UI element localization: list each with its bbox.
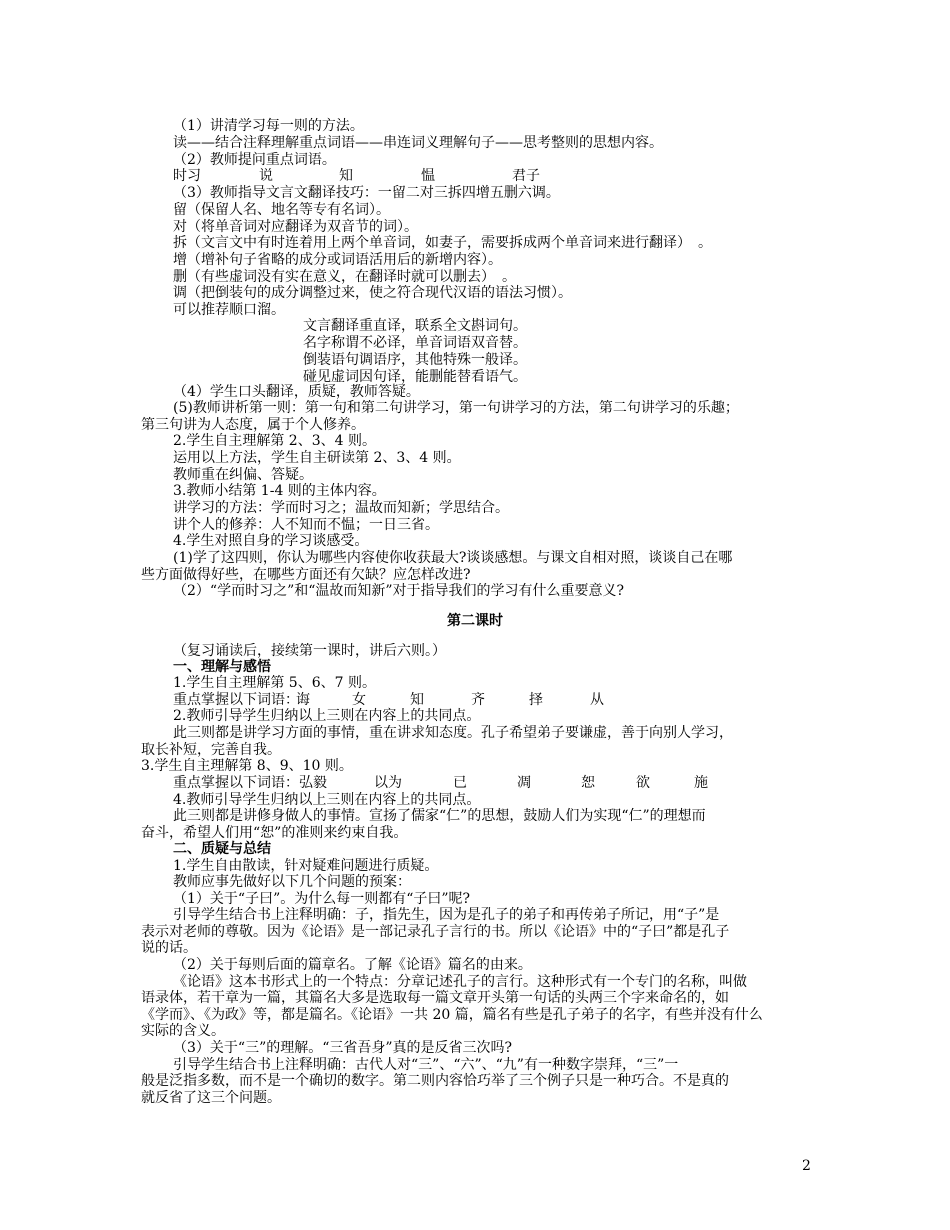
body-line: 4.教师引导学生归纳以上三则在内容上的共同点。	[173, 792, 481, 808]
body-line: 《学而》、《为政》等，都是篇名。《论语》一共 20 篇，篇名有些是孔子弟子的名字，有些并没有什么	[141, 1007, 763, 1023]
keywords-3-word: 弘毅	[299, 775, 327, 791]
mid-line: 3.教师小结第 1-4 则的主体内容。	[173, 483, 386, 499]
body-line: 语录体，若干章为一篇，其篇名大多是选取每一篇文章开头第一句话的头两三个字来命名的，如	[141, 990, 729, 1006]
keywords-2-word: 择	[529, 692, 543, 708]
body-line: （1）关于“子曰”。为什么每一则都有“子曰”呢?	[173, 891, 471, 907]
mid-line: 讲学习的方法：学而时习之；温故而知新；学思结合。	[173, 500, 509, 516]
line-l12: 可以推荐顺口溜。	[173, 302, 285, 318]
body-line: 《论语》这本书形式上的一个特点：分章记述孔子的言行。这种形式有一个专门的名称，叫做	[173, 974, 747, 990]
rhyme-line: 名字称谓不必译，单音词语双音替。	[303, 335, 527, 351]
keywords-1-word: 时习	[173, 168, 201, 184]
mid-line: (1)学了这四则，你认为哪些内容使你收获最大?谈谈感想。与课文自相对照，谈谈自己在哪	[173, 550, 733, 566]
rhyme-line: 碰见虚词因句译，能删能替看语气。	[303, 369, 527, 385]
line-l1: （1）讲清学习每一则的方法。	[173, 118, 364, 134]
mid-line: 运用以上方法，学生自主研读第 2、3、4 则。	[173, 450, 461, 466]
body-line: （2）关于每则后面的篇章名。了解《论语》篇名的由来。	[173, 957, 532, 973]
body-line: 奋斗，希望人们用“恕”的准则来约束自我。	[141, 825, 408, 841]
keywords-2-word: 诲	[296, 692, 310, 708]
mid-line: 教师重在纠偏、答疑。	[173, 467, 313, 483]
body-line: 就反省了这三个问题。	[141, 1090, 281, 1106]
line-l10: 删（有些虚词没有实在意义，在翻译时就可以删去） 。	[173, 269, 516, 285]
rhyme-line: 倒装语句调语序，其他特殊一般译。	[303, 352, 527, 368]
keywords-3-word: 欲	[636, 775, 650, 791]
keywords-3-word: 凋	[517, 775, 531, 791]
body-line: 引导学生结合书上注释明确：子，指先生，因为是孔子的弟子和再传弟子所记，用“子”是	[173, 907, 720, 923]
body-line: 教师应事先做好以下几个问题的预案：	[173, 874, 411, 890]
body-line: 此三则都是讲学习方面的事情，重在讲求知态度。孔子希望弟子要谦虚，善于向别人学习，	[173, 725, 733, 741]
mid-line: （4）学生口头翻译，质疑，教师答疑。	[173, 384, 420, 400]
body-line: 3.学生自主理解第 8、9、10 则。	[141, 758, 353, 774]
body-line: 实际的含义。	[141, 1023, 225, 1039]
page-number: 2	[802, 1158, 811, 1174]
keywords-3-label: 重点掌握以下词语：	[173, 775, 299, 791]
section-heading: 一、理解与感悟	[173, 659, 271, 675]
line-l11: 调（把倒装句的成分调整过来，使之符合现代汉语的语法习惯）。	[173, 285, 572, 301]
keywords-1-word: 知	[339, 168, 353, 184]
line-l8: 拆（文言文中有时连着用上两个单音词，如妻子，需要拆成两个单音词来进行翻译） 。	[173, 235, 712, 251]
mid-line: 2.学生自主理解第 2、3、4 则。	[173, 433, 376, 449]
keywords-2-word: 从	[590, 692, 604, 708]
keywords-2-word: 女	[352, 692, 366, 708]
body-line: 2.教师引导学生归纳以上三则在内容上的共同点。	[173, 708, 481, 724]
body-line: 引导学生结合书上注释明确：古代人对“三”、“六”、“九”有一种数字崇拜，“三”一	[173, 1057, 679, 1073]
body-line: 般是泛指多数，而不是一个确切的数字。第二则内容恰巧举了三个例子只是一种巧合。不是真的	[141, 1073, 729, 1089]
keywords-1-word: 说	[259, 168, 273, 184]
keywords-3-word: 施	[694, 775, 708, 791]
body-line: 取长补短，完善自我。	[141, 742, 281, 758]
keywords-3-word: 恕	[581, 775, 595, 791]
body-line: （3）关于“三”的理解。“三省吾身”真的是反省三次吗?	[173, 1040, 513, 1056]
section-title: 第二课时	[447, 613, 503, 629]
keywords-3-word: 已	[453, 775, 467, 791]
mid-line: 4.学生对照自身的学习谈感受。	[173, 533, 369, 549]
line-l7: 对（将单音词对应翻译为双音节的词）。	[173, 219, 418, 235]
keywords-3-word: 以为	[374, 775, 402, 791]
line-l2: 读——结合注释理解重点词语——串连词义理解句子——思考整则的思想内容。	[173, 135, 663, 151]
line-l5: （3）教师指导文言文翻译技巧：一留二对三拆四增五删六调。	[173, 185, 560, 201]
line-l9: 增（增补句子省略的成分或词语活用后的新增内容）。	[173, 252, 502, 268]
mid-line: （2）“学而时习之”和“温故而知新”对于指导我们的学习有什么重要意义?	[173, 583, 625, 599]
body-line: 1.学生自由散读，针对疑难问题进行质疑。	[173, 858, 439, 874]
mid-line: 些方面做得好些，在哪些方面还有欠缺？应怎样改进?	[141, 567, 471, 583]
keywords-1-word: 愠	[421, 168, 435, 184]
line-l3: （2）教师提问重点词语。	[173, 152, 336, 168]
line-l6: 留（保留人名、地名等专有名词）。	[173, 202, 390, 218]
rhyme-line: 文言翻译重直译，联系全文斟词句。	[303, 318, 527, 334]
keywords-1-word: 君子	[512, 168, 540, 184]
body-line: （复习诵读后，接续第一课时，讲后六则。）	[173, 643, 446, 659]
body-line: 1.学生自主理解第 5、6、7 则。	[173, 675, 376, 691]
keywords-2-word: 知	[410, 692, 424, 708]
mid-line: 讲个人的修养：人不知而不愠；一日三省。	[173, 517, 439, 533]
body-line: 表示对老师的尊敬。因为《论语》是一部记录孔子言行的书。所以《论语》中的“子曰”都是孔子	[141, 924, 730, 940]
keywords-2-label: 重点掌握以下词语：	[173, 692, 299, 708]
mid-line: (5)教师讲析第一则：第一句和第二句讲学习，第一句讲学习的方法，第二句讲学习的乐趣；	[173, 400, 739, 416]
section-heading: 二、质疑与总结	[173, 841, 271, 857]
body-line: 此三则都是讲修身做人的事情。宣扬了儒家“仁”的思想，鼓励人们为实现“仁”的理想而	[173, 808, 706, 824]
body-line: 说的话。	[141, 940, 197, 956]
mid-line: 第三句讲为人态度，属于个人修养。	[141, 417, 365, 433]
keywords-2-word: 齐	[471, 692, 485, 708]
